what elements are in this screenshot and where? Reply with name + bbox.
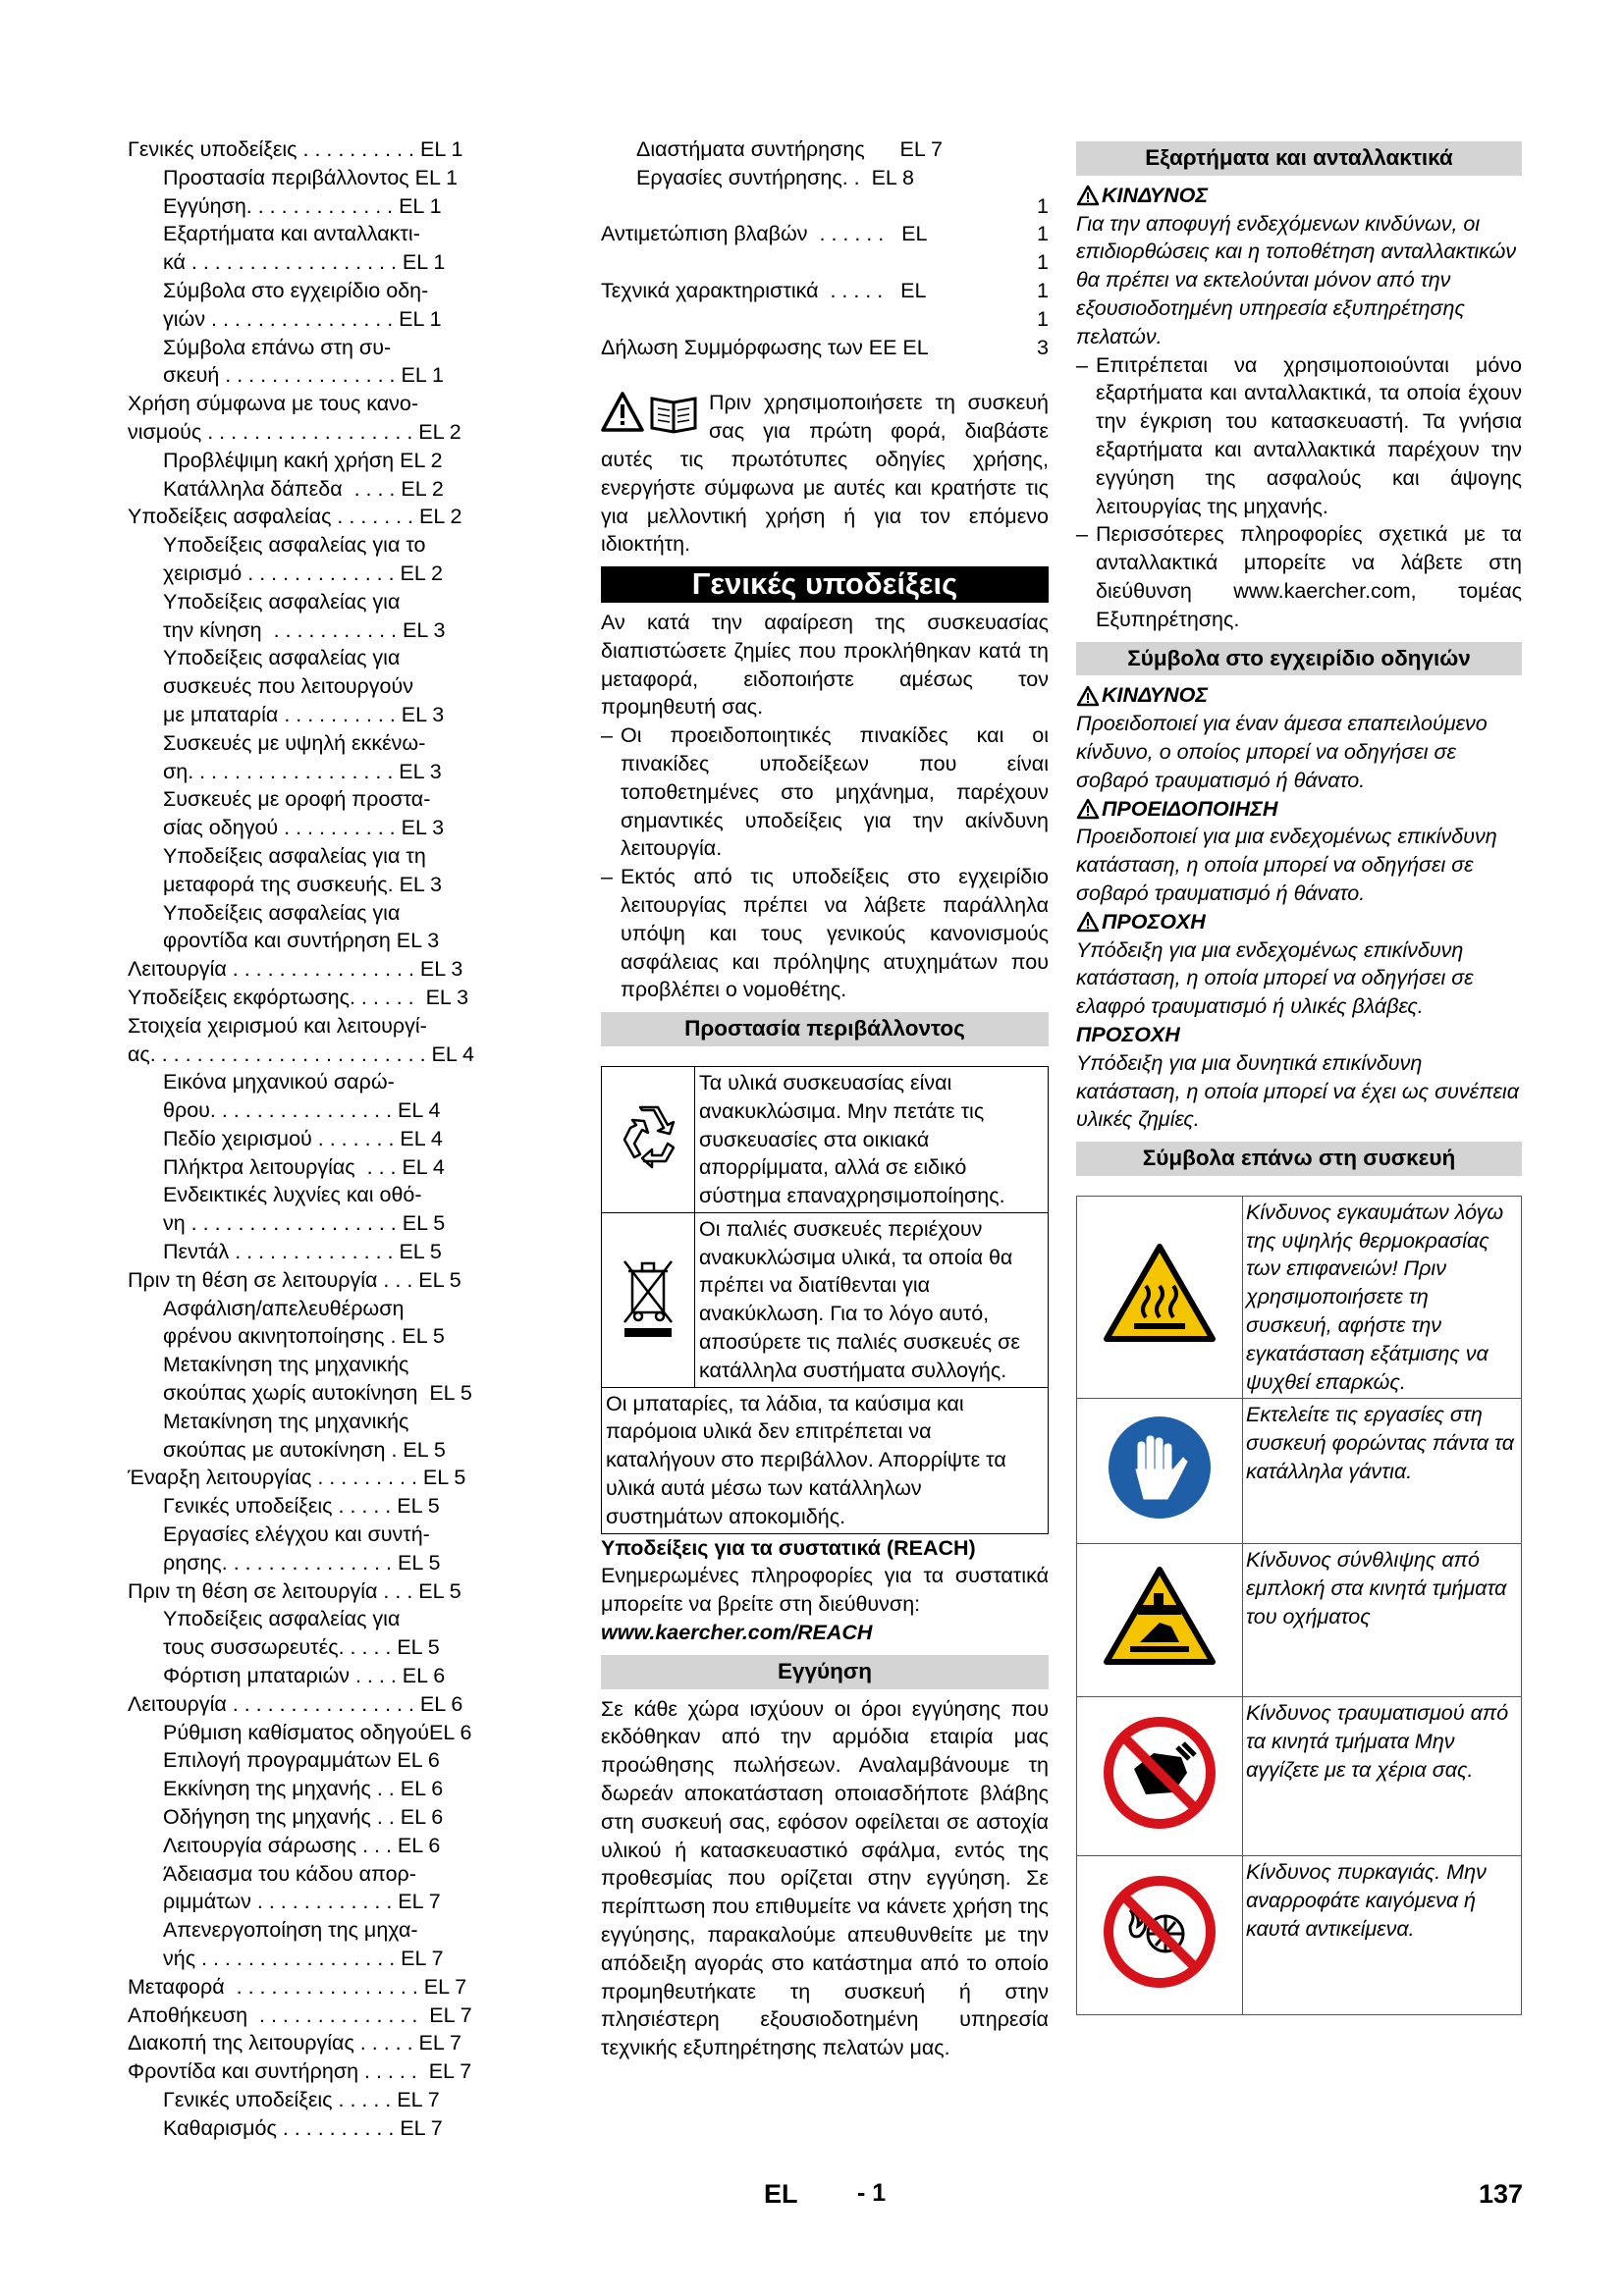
toc-entry[interactable]: Συσκευές με υψηλή εκκένω- (163, 730, 426, 755)
toc-entry[interactable]: την κίνηση . . . . . . . . . . . EL 3 (163, 617, 446, 642)
toc-entry[interactable] (601, 248, 1049, 277)
reach-text: Ενημερωμένες πληροφορίες για τα συστατικά μπορείτε να βρείτε στη διεύθυνση: (601, 1564, 1049, 1617)
toc-entry[interactable]: ας. . . . . . . . . . . . . . . . . . . . . . . . EL 4 (128, 1041, 474, 1066)
toc-entry[interactable]: θρου. . . . . . . . . . . . . . . . EL 4 (163, 1098, 441, 1123)
toc-entry[interactable]: Ρύθμιση καθίσματος οδηγούEL 6 (163, 1720, 472, 1744)
toc-entry[interactable]: σκούπας με αυτοκίνηση . EL 5 (163, 1437, 446, 1462)
toc-entry[interactable]: Μετακίνηση της μηχανικής (163, 1409, 409, 1433)
toc-entry[interactable] (601, 305, 1049, 334)
toc-entry[interactable]: Εγγύηση. . . . . . . . . . . . . EL 1 (163, 193, 442, 218)
toc-entry[interactable]: σκευή . . . . . . . . . . . . . . . EL 1 (163, 363, 444, 388)
weee-text: Οι παλιές συσκευές περιέχουν ανακυκλώσιμα υλικά, τα οποία θα πρέπει να διατίθενται για ανακύκλωση. Για το λόγο αυτό, αποσύρετε τις παλιές συσκευές σε κατάλληλα συστήματα συλλογής. (695, 1212, 1049, 1387)
footer-language: EL (764, 2179, 798, 2209)
toc-entry[interactable]: Υποδείξεις εκφόρτωσης. . . . . . EL 3 (128, 985, 469, 1009)
reach-link[interactable]: www.kaercher.com/REACH (601, 1621, 873, 1645)
toc-entry[interactable]: Λειτουργία σάρωσης . . . EL 6 (163, 1833, 441, 1857)
toc-entry[interactable]: φροντίδα και συντήρηση EL 3 (163, 929, 440, 953)
read-manual-icon (601, 391, 703, 442)
hot-surface-warning-icon (1077, 1196, 1243, 1399)
footer-page: - 1 (857, 2179, 887, 2207)
toc-entry[interactable]: συσκευές που λειτουργούν (163, 674, 413, 699)
reach-title: Υποδείξεις για τα συστατικά (REACH) (601, 1535, 976, 1560)
toc-entry[interactable]: Στοιχεία χειρισμού και λειτουργί- (128, 1013, 427, 1038)
toc-entry[interactable]: Πεδίο χειρισμού . . . . . . . EL 4 (163, 1126, 443, 1150)
section-title-environment: Προστασία περιβάλλοντος (601, 1012, 1049, 1046)
toc-entry[interactable]: Υποδείξεις ασφαλείας για (163, 589, 401, 614)
toc-entry[interactable]: Υποδείξεις ασφαλείας για το (163, 533, 426, 558)
toc-entry-page: 1 (1037, 306, 1049, 331)
toc-entry[interactable]: τους συσσωρευτές. . . . . EL 5 (163, 1635, 440, 1660)
warning-triangle-icon (1076, 185, 1100, 206)
toc-entry[interactable] (601, 334, 1049, 362)
toc-entry[interactable]: Έναρξη λειτουργίας . . . . . . . . . EL 5 (128, 1466, 466, 1490)
symbol-text: Κίνδυνος σύνθλιψης από εμπλοκή στα κινητά τμήματα του οχήματος (1243, 1544, 1522, 1697)
toc-entry-page: 1 (1037, 193, 1049, 218)
symbol-description: Υπόδειξη για μια ενδεχομένως επικίνδυνη κατάσταση, η οποία μπορεί να οδηγήσει σε ελαφρό τραυματισμό ή υλικές βλάβες. (1076, 937, 1474, 1019)
toc-entry[interactable]: Σύμβολα στο εγχειρίδιο οδη- (163, 278, 429, 302)
toc-entry[interactable]: Προστασία περιβάλλοντος EL 1 (163, 165, 459, 189)
toc-continued (601, 135, 1049, 361)
toc-entry-title: Τεχνικά χαρακτηριστικά . . . . . EL (601, 278, 927, 302)
section-title-parts: Εξαρτήματα και ανταλλακτικά (1076, 141, 1522, 176)
section-title-warranty: Εγγύηση (601, 1655, 1049, 1689)
toc-entry[interactable]: Υποδείξεις ασφαλείας για (163, 646, 401, 670)
toc-entry[interactable]: νισμούς . . . . . . . . . . . . . . . . . . EL 2 (128, 419, 461, 444)
environment-table (601, 1066, 1049, 1534)
toc-entry[interactable]: Γενικές υποδείξεις . . . . . EL 7 (163, 2087, 440, 2111)
intro-text: Πριν χρησιμοποιήσετε τη συσκευή σας για πρώτη φορά, διαβάστε αυτές τις πρωτότυπες οδηγίες χρήσης, ενεργήστε σύμφωνα με αυτές και κρατήστε τις για μελλοντική χρήση ή για τον επόμενο ιδιοκτήτη. (601, 391, 1049, 557)
no-fire-prohibition-icon (1077, 1856, 1243, 2015)
toc-entry[interactable]: Εξαρτήματα και ανταλλακτι- (163, 222, 420, 246)
toc-entry-page: 1 (1037, 222, 1049, 246)
toc-entry[interactable]: Εργασίες ελέγχου και συντή- (163, 1522, 430, 1547)
toc-entry[interactable]: Άδειασμα του κάδου απορ- (163, 1861, 416, 1886)
toc-entry[interactable]: σίας οδηγού . . . . . . . . . . EL 3 (163, 816, 445, 840)
symbol-row (1077, 1544, 1522, 1697)
toc-entry[interactable]: Γενικές υποδείξεις . . . . . . . . . . EL 1 (128, 137, 463, 161)
toc-entry[interactable]: Υποδείξεις ασφαλείας . . . . . . . EL 2 (128, 505, 462, 529)
toc-entry[interactable]: Επιλογή προγραμμάτων EL 6 (163, 1748, 440, 1773)
page-number: 137 (1479, 2179, 1524, 2209)
crush-hazard-warning-icon (1077, 1544, 1243, 1697)
symbol-row (1077, 1856, 1522, 2015)
middle-column (601, 135, 1049, 2062)
toc-entry[interactable] (601, 192, 1049, 221)
toc-entry[interactable]: Κατάλληλα δάπεδα . . . . EL 2 (163, 476, 444, 501)
toc-entry[interactable]: Λειτουργία . . . . . . . . . . . . . . . . EL 3 (128, 957, 463, 982)
toc-entry[interactable] (601, 220, 1049, 248)
toc-entry[interactable]: κά . . . . . . . . . . . . . . . . . . EL 1 (163, 250, 446, 275)
section-title-manual-symbols: Σύμβολα στο εγχειρίδιο οδηγιών (1076, 642, 1522, 676)
symbol-description: Προειδοποιεί για έναν άμεσα επαπειλούμενο κίνδυνο, ο οποίος μπορεί να οδηγήσει σε σοβαρό τραυματισμό ή θάνατο. (1076, 712, 1488, 792)
warning-triangle-icon (1076, 798, 1100, 820)
symbol-text: Κίνδυνος τραυματισμού από τα κινητά τμήματα Μην αγγίζετε με τα χέρια σας. (1243, 1697, 1522, 1856)
toc-entry[interactable]: Φόρτιση μπαταριών . . . . EL 6 (163, 1664, 446, 1688)
toc-entry[interactable]: Ασφάλιση/απελευθέρωση (163, 1296, 405, 1320)
toc-entry[interactable]: νής . . . . . . . . . . . . . . . . . EL 7 (163, 1947, 444, 1970)
toc-entry[interactable]: Ενδεικτικές λυχνίες και οθό- (163, 1183, 422, 1207)
toc-entry[interactable] (601, 277, 1049, 305)
toc-entry[interactable]: μεταφορά της συσκευής. EL 3 (163, 872, 442, 896)
symbol-description: Υπόδειξη για μια δυνητικά επικίνδυνη κατάσταση, η οποία μπορεί να έχει ως συνέπεια υλικές ζημίες. (1076, 1050, 1519, 1132)
toc-entry[interactable]: Χρήση σύμφωνα με τους κανο- (128, 392, 418, 416)
toc-entry[interactable]: σκούπας χωρίς αυτοκίνηση EL 5 (163, 1381, 472, 1406)
recycle-icon (602, 1066, 695, 1212)
toc-entry-page: 1 (1037, 250, 1049, 275)
battery-text: Οι μπαταρίες, τα λάδια, τα καύσιμα και παρόμοια υλικά δεν επιτρέπεται να καταλήγουν στο περιβάλλον. Απορρίψτε τα υλικά αυτά μέσω των κατάλληλων συστημάτων αποκομιδής. (602, 1387, 1049, 1533)
intro-note (601, 389, 1049, 559)
toc-entry[interactable]: με μπαταρία . . . . . . . . . . EL 3 (163, 702, 445, 726)
toc-entry[interactable]: Πριν τη θέση σε λειτουργία . . . EL 5 (128, 1267, 461, 1292)
toc-entry[interactable]: Φροντίδα και συντήρηση . . . . . EL 7 (128, 2059, 472, 2084)
toc-entry-title (601, 248, 1029, 277)
symbol-text: Κίνδυνος εγκαυμάτων λόγω της υψηλής θερμοκρασίας των επιφανειών! Πριν χρησιμοποιήσετε τη συσκευή, αφήστε την εγκατάσταση εξάτμισης να ψυχθεί επαρκώς. (1243, 1196, 1522, 1399)
crossed-bin-icon (602, 1212, 695, 1387)
right-column (1076, 135, 1522, 2015)
toc-entry[interactable]: Διαστήματα συντήρησης EL 7 (636, 137, 943, 161)
list-item: – Επιτρέπεται να χρησιμοποιούνται μόνο εξαρτήματα και ανταλλακτικά, τα οποία έχουν την έγκριση του κατασκευαστή. Τα γνήσια εξαρτήματα και ανταλλακτικά παρέχουν την εγγύηση της ασφαλούς και άψογης λειτουργίας της μηχανής. (1076, 352, 1522, 518)
toc-entry[interactable]: Προβλέψιμη κακή χρήση EL 2 (163, 448, 443, 472)
warning-triangle-icon (1076, 911, 1100, 933)
symbol-description: Προειδοποιεί για μια ενδεχομένως επικίνδυνη κατάσταση, η οποία μπορεί να οδηγήσει σε σοβαρό τραυματισμό ή θάνατο. (1076, 825, 1497, 905)
section-title-general: Γενικές υποδείξεις (601, 566, 1049, 603)
recycle-text: Τα υλικά συσκευασίας είναι ανακυκλώσιμα. Μην πετάτε τις συσκευασίες στα οικιακά απορρίμματα, αλλά σε ειδικό σύστημα επαναχρησιμοποίησης. (695, 1066, 1049, 1212)
toc-entry[interactable]: Μεταφορά . . . . . . . . . . . . . . . . EL 7 (128, 1974, 467, 1999)
toc-entry[interactable]: Γενικές υποδείξεις . . . . . EL 5 (163, 1494, 440, 1519)
section-title-device-symbols: Σύμβολα επάνω στη συσκευή (1076, 1142, 1522, 1176)
toc-entry[interactable]: χειρισμό . . . . . . . . . . . . . EL 2 (163, 561, 443, 585)
no-touch-prohibition-icon (1077, 1697, 1243, 1856)
symbol-text: Εκτελείτε τις εργασίες στη συσκευή φορώντας πάντα τα κατάλληλα γάντια. (1243, 1399, 1522, 1544)
toc-entry[interactable]: νη . . . . . . . . . . . . . . . . . . EL 5 (163, 1211, 446, 1236)
symbol-label: ΠΡΟΕΙΔΟΠΟΙΗΣΗ (1076, 795, 1522, 824)
symbol-row (1077, 1697, 1522, 1856)
list-item: – Περισσότερες πληροφορίες σχετικά με τα ανταλλακτικά μπορείτε να λάβετε στη διεύθυνση www.kaercher.com, τομέας Εξυπηρέτησης. (1076, 522, 1522, 631)
toc-entry[interactable]: Απενεργοποίηση της μηχα- (163, 1918, 418, 1943)
symbol-row (1077, 1399, 1522, 1544)
gloves-mandatory-icon (1077, 1399, 1243, 1544)
danger-label: ΚΙΝΔΥΝΟΣ (1076, 182, 1522, 210)
toc-entry[interactable]: Εργασίες συντήρησης. . EL 8 (636, 165, 915, 189)
toc-entry[interactable]: Υποδείξεις ασφαλείας για (163, 1607, 401, 1631)
toc-entry[interactable]: Αποθήκευση . . . . . . . . . . . . . . EL 7 (128, 2002, 472, 2027)
toc-entry[interactable]: Συσκευές με οροφή προστα- (163, 787, 431, 812)
toc-entry[interactable]: Καθαρισμός . . . . . . . . . . EL 7 (163, 2115, 443, 2140)
symbol-label: ΠΡΟΣΟΧΗ (1076, 908, 1522, 936)
toc-entry[interactable]: Διακοπή της λειτουργίας . . . . . EL 7 (128, 2031, 461, 2056)
general-paragraph: Αν κατά την αφαίρεση της συσκευασίας διαπιστώσετε ζημίες που προκλήθηκαν κατά τη μεταφορά, ειδοποιήστε αμέσως τον προμηθευτή σας. (601, 610, 1049, 720)
toc-entry[interactable]: Πεντάλ . . . . . . . . . . . . . . EL 5 (163, 1240, 442, 1264)
toc-entry[interactable]: Σύμβολα επάνω στη συ- (163, 335, 392, 359)
toc-entry[interactable]: Υποδείξεις ασφαλείας για τη (163, 843, 426, 868)
toc-entry[interactable]: Μετακίνηση της μηχανικής (163, 1353, 409, 1377)
toc-entry[interactable]: Πριν τη θέση σε λειτουργία . . . EL 5 (128, 1578, 461, 1603)
toc-entry[interactable]: Εικόνα μηχανικού σαρώ- (163, 1070, 395, 1095)
toc-entry-title: Δήλωση Συμμόρφωσης των ΕΕ EL (601, 335, 929, 359)
toc-entry[interactable]: Εκκίνηση της μηχανής . . EL 6 (163, 1777, 444, 1801)
toc-entry-page: 1 (1037, 278, 1049, 302)
warning-triangle-icon (1076, 685, 1100, 707)
symbol-label: ΠΡΟΣΟΧΗ (1076, 1022, 1180, 1046)
manual-symbols-list (1076, 681, 1522, 1134)
toc-entry-title: Αντιμετώπιση βλαβών . . . . . . EL (601, 222, 928, 246)
danger-text: Για την αποφυγή ενδεχόμενων κινδύνων, οι επιδιορθώσεις και η τοποθέτηση ανταλλακτικών θα πρέπει να εκτελούνται μόνον από την εξουσιοδοτημένη υπηρεσία εξυπηρέτησης πελατών. (1076, 211, 1517, 348)
device-symbols-table (1076, 1196, 1522, 2016)
toc-entry[interactable]: Οδήγηση της μηχανής . . EL 6 (163, 1805, 444, 1830)
toc-entry-title (601, 192, 1029, 221)
toc-entry[interactable]: γιών . . . . . . . . . . . . . . . . EL 1 (163, 306, 442, 331)
symbol-label: ΚΙΝΔΥΝΟΣ (1076, 681, 1522, 710)
symbol-text: Κίνδυνος πυρκαγιάς. Μην αναρροφάτε καιγόμενα ή καυτά αντικείμενα. (1243, 1856, 1522, 2015)
toc-entry[interactable]: ση. . . . . . . . . . . . . . . . . . EL 3 (163, 759, 442, 783)
list-item: – Οι προειδοποιητικές πινακίδες και οι πινακίδες υποδείξεων που είναι τοποθετημένες στο μηχάνημα, παρέχουν σημαντικές υποδείξεις για την ακίνδυνη λειτουργία. (601, 723, 1049, 861)
symbol-row (1077, 1196, 1522, 1399)
toc-entry[interactable]: φρένου ακινητοποίησης . EL 5 (163, 1324, 445, 1349)
warranty-text: Σε κάθε χώρα ισχύουν οι όροι εγγύησης που εκδόθηκαν από την αρμόδια εταιρία μας προώθησης πωλήσεων. Αναλαμβάνουμε τη δωρεάν αποκατάσταση οποιασδήποτε βλάβης στη συσκευή σας, εφόσον οφείλεται σε αστοχία υλικού ή κατασκευαστικό σφάλμα, εντός της προθεσμίας που ορίζεται στην εγγύηση. Σε περίπτωση που επιθυμείτε να κάνετε χρήση της εγγύησης, παρακαλούμε απευθυνθείτε με την απόδειξη αγοράς στο κατάστημα από το οποίο προμηθευτήκατε τη συσκευή ή στην πλησιέστερη εξουσιοδοτημένη υπηρεσία τεχνικής εξυπηρέτησης πελατών μας. (601, 1696, 1049, 2060)
toc-entry[interactable]: Υποδείξεις ασφαλείας για (163, 900, 401, 925)
toc-entry[interactable]: Πλήκτρα λειτουργίας . . . EL 4 (163, 1154, 445, 1179)
list-item: – Εκτός από τις υποδείξεις στο εγχειρίδιο λειτουργίας πρέπει να λάβετε παράλληλα υπόψη και τους γενικούς κανονισμούς ασφάλειας και πρόληψης ατυχημάτων που προβλέπει ο νομοθέτης. (601, 865, 1049, 1002)
toc-entry[interactable]: Λειτουργία . . . . . . . . . . . . . . . . EL 6 (128, 1691, 463, 1716)
toc-entry-page: 3 (1037, 335, 1049, 359)
toc-entry[interactable]: ρησης. . . . . . . . . . . . . . . EL 5 (163, 1550, 441, 1575)
toc-entry-title (601, 305, 1029, 334)
toc-column (128, 135, 560, 2143)
toc-entry[interactable]: ριμμάτων . . . . . . . . . . . . EL 7 (163, 1890, 441, 1914)
